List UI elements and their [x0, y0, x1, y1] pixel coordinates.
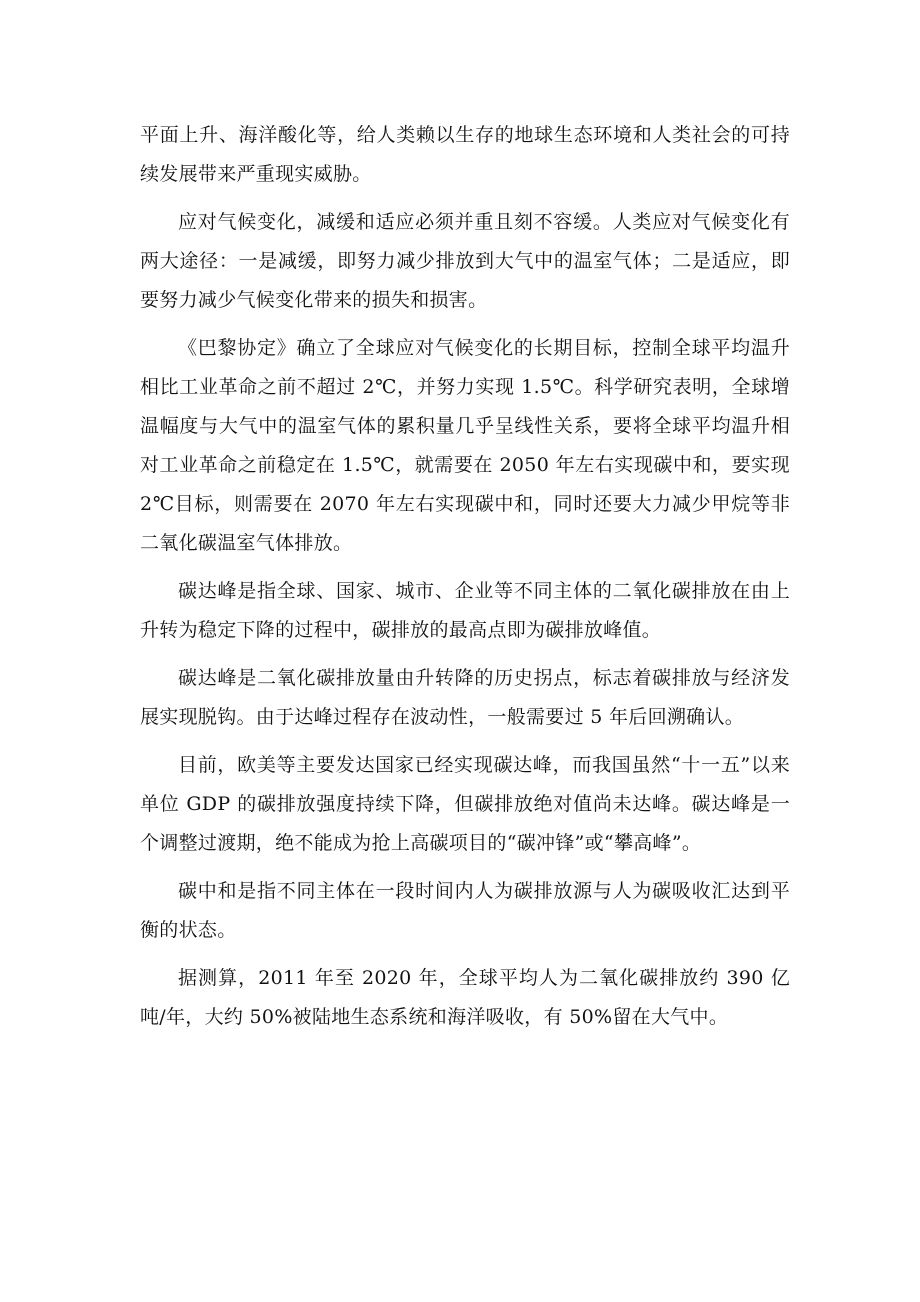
document-body [140, 116, 790, 1046]
paragraph-3: 《巴黎协定》确立了全球应对气候变化的长期目标，控制全球平均温升相比工业革命之前不超过 2℃，并努力实现 1.5℃。科学研究表明，全球增温幅度与大气中的温室气体的累积量几乎呈线性关系，要将全球平均温升相对工业革命之前稳定在 1.5℃，就需要在 2050 年左右实现碳中和，要实现 2℃目标，则需要在 2070 年左右实现碳中和，同时还要大力减少甲烷等非二氧化碳温室气体排放。 [140, 337, 790, 554]
paragraph-7: 碳中和是指不同主体在一段时间内人为碳排放源与人为碳吸收汇达到平衡的状态。 [140, 880, 790, 941]
paragraph-5: 碳达峰是二氧化碳排放量由升转降的历史拐点，标志着碳排放与经济发展实现脱钩。由于达峰过程存在波动性，一般需要过 5 年后回溯确认。 [140, 667, 790, 728]
paragraph-6: 目前，欧美等主要发达国家已经实现碳达峰，而我国虽然“十一五”以来单位 GDP 的碳排放强度持续下降，但碳排放绝对值尚未达峰。碳达峰是一个调整过渡期，绝不能成为抢上高碳项目的“碳冲锋”或“攀高峰”。 [140, 754, 790, 854]
paragraph-2: 应对气候变化，减缓和适应必须并重且刻不容缓。人类应对气候变化有两大途径：一是减缓，即努力减少排放到大气中的温室气体；二是适应，即要努力减少气候变化带来的损失和损害。 [140, 211, 790, 311]
paragraph-1: 平面上升、海洋酸化等，给人类赖以生存的地球生态环境和人类社会的可持续发展带来严重现实威胁。 [140, 124, 790, 185]
paragraph-4: 碳达峰是指全球、国家、城市、企业等不同主体的二氧化碳排放在由上升转为稳定下降的过程中，碳排放的最高点即为碳排放峰值。 [140, 580, 790, 641]
paragraph-8: 据测算，2011 年至 2020 年，全球平均人为二氧化碳排放约 390 亿吨/年，大约 50%被陆地生态系统和海洋吸收，有 50%留在大气中。 [140, 967, 790, 1028]
